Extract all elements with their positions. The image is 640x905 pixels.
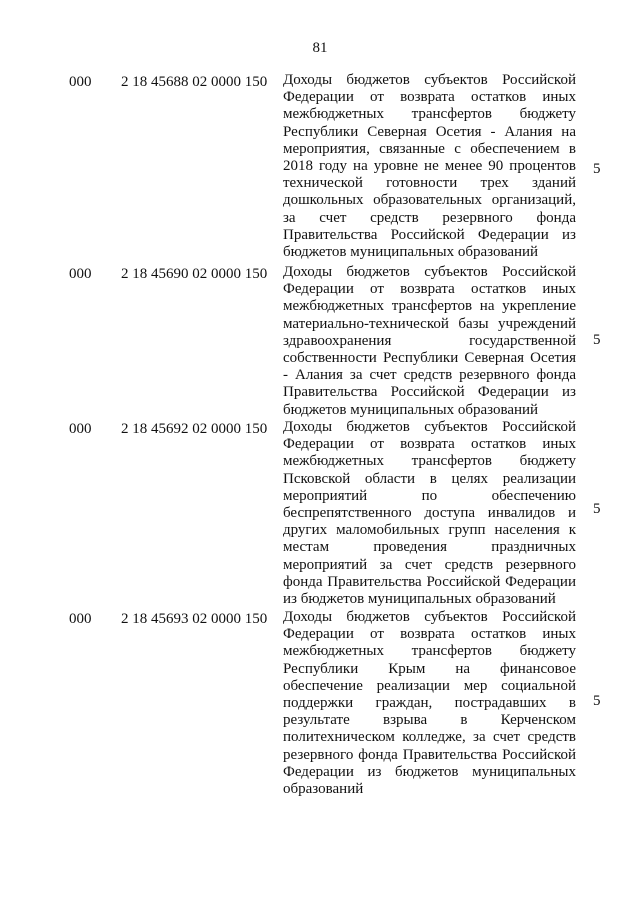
- kbk-code: 2 18 45690 02 0000 150: [121, 266, 268, 282]
- page-number: 81: [312, 40, 328, 56]
- kbk-code: 2 18 45693 02 0000 150: [121, 611, 268, 627]
- admin-code: 000: [69, 611, 92, 627]
- income-description: Доходы бюджетов субъектов Российской Федерации от возврата остатков иных межбюджетных трансфертов на укрепление материально-технической базы учреждений здравоохранения государственной собственности Республики Северная Осетия - Алания за счет средств резервного фонда Правительства Российской Федерации из бюджетов муниципальных образований: [283, 264, 576, 418]
- admin-code: 000: [69, 74, 92, 90]
- normative-percent: 5: [593, 693, 601, 709]
- normative-percent: 5: [593, 501, 601, 517]
- normative-percent: 5: [593, 332, 601, 348]
- income-description: Доходы бюджетов субъектов Российской Федерации от возврата остатков иных межбюджетных трансфертов бюджету Псковской области в целях реализации мероприятий по обеспечению беспрепятственного доступа инвалидов и других маломобильных групп населения к местам проведения праздничных мероприятий за счет средств резервного фонда Правительства Российской Федерации из бюджетов муниципальных образований: [283, 419, 576, 608]
- kbk-code: 2 18 45692 02 0000 150: [121, 421, 268, 437]
- admin-code: 000: [69, 266, 92, 282]
- admin-code: 000: [69, 421, 92, 437]
- normative-percent: 5: [593, 161, 601, 177]
- income-description: Доходы бюджетов субъектов Российской Федерации от возврата остатков иных межбюджетных трансфертов бюджету Республики Крым на финансовое обеспечение реализации мер социальной поддержки граждан, пострадавших в результате взрыва в Керченском политехническом колледже, за счет средств резервного фонда Правительства Российской Федерации из бюджетов муниципальных образований: [283, 609, 576, 798]
- kbk-code: 2 18 45688 02 0000 150: [121, 74, 268, 90]
- income-description: Доходы бюджетов субъектов Российской Федерации от возврата остатков иных межбюджетных трансфертов бюджету Республики Северная Осетия - Алания на мероприятия, связанные с обеспечением в 2018 году на уровне не менее 90 процентов технической готовности трех зданий дошкольных образовательных организаций, за счет средств резервного фонда Правительства Российской Федерации из бюджетов муниципальных образований: [283, 72, 576, 261]
